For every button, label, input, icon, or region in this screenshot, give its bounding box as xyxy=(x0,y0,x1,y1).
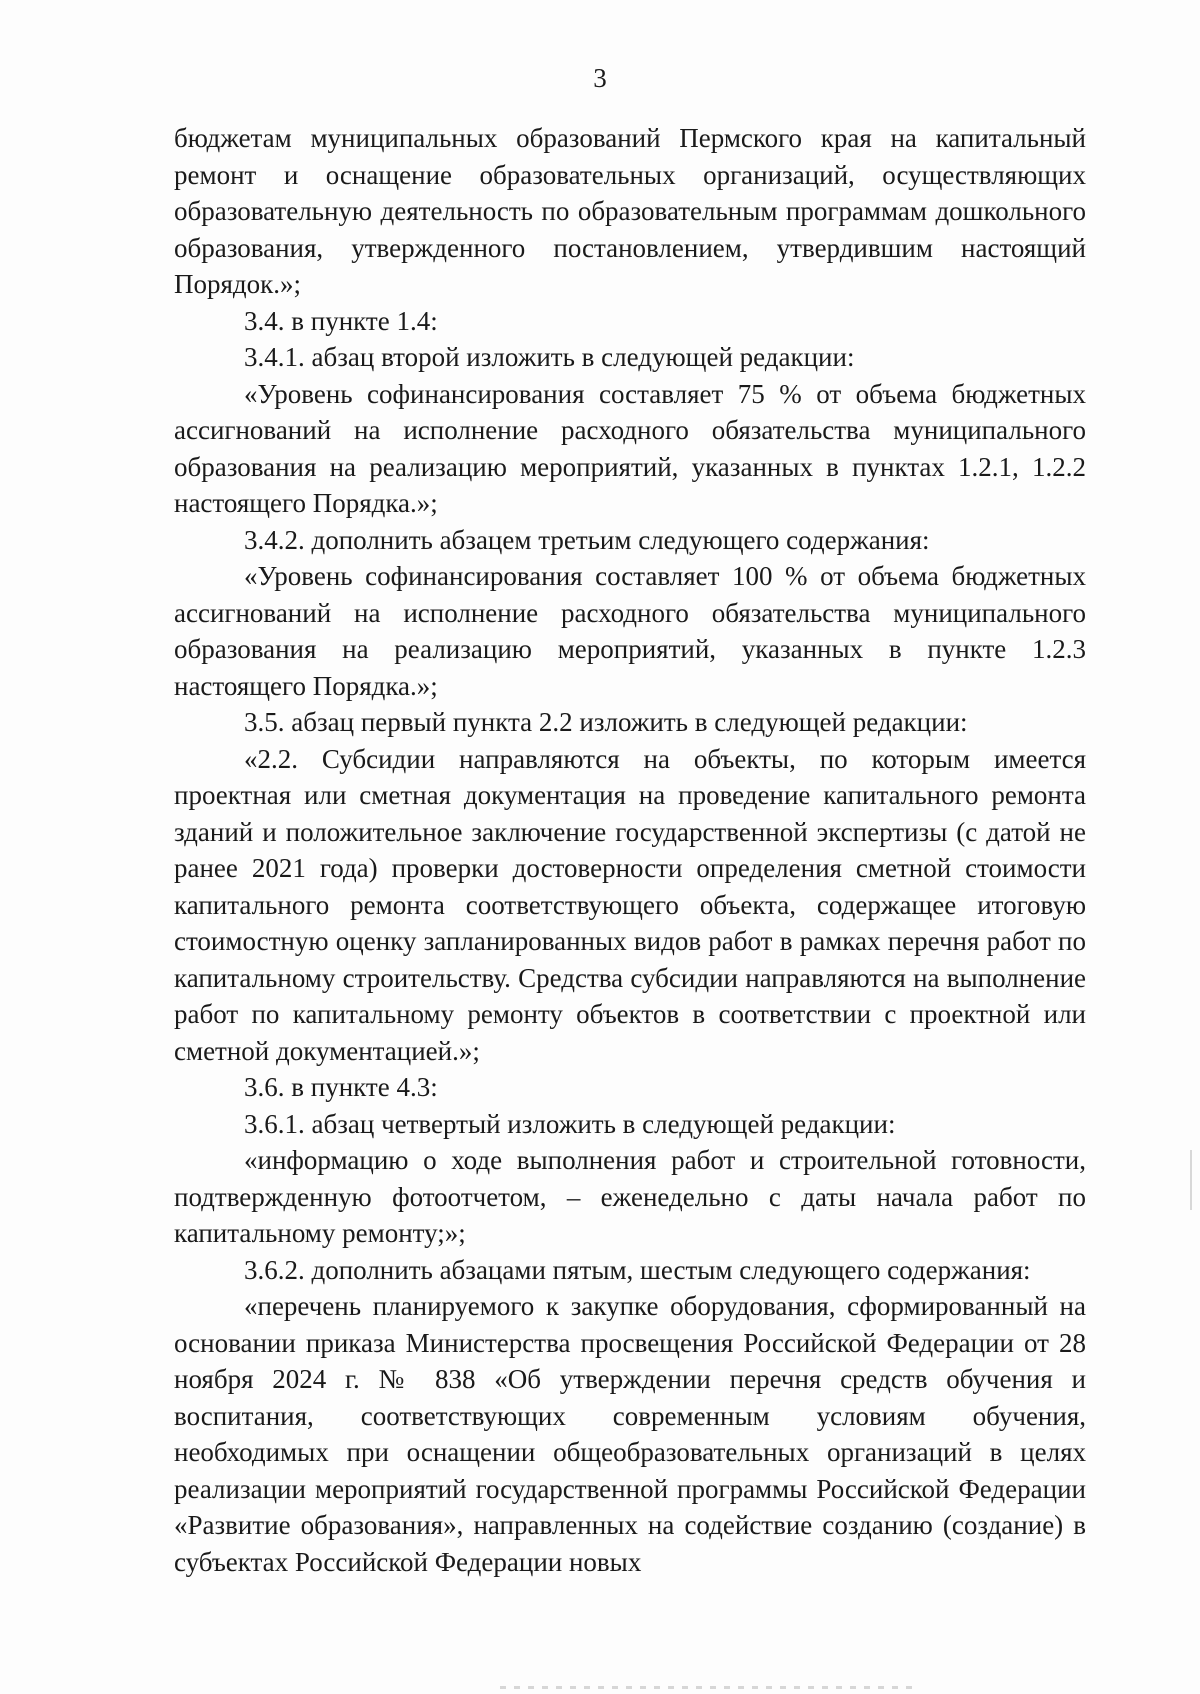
paragraph: бюджетам муниципальных образований Пермского края на капитальный ремонт и оснащение образовательных организаций, осуществляющих образовательную деятельность по образовательным программам дошкольного образования, утвержденного постановлением, утвердившим настоящий Порядок.»; xyxy=(174,123,1086,299)
paragraph: 3.6.1. абзац четвертый изложить в следующей редакции: xyxy=(244,1108,896,1139)
scan-artifact xyxy=(1190,1150,1192,1210)
paragraph: «перечень планируемого к закупке оборудования, сформированный на основании приказа Министерства просвещения Российской Федерации от 28 ноября 2024 г. № 838 «Об утверждении перечня средств обучения и воспитания, соответствующих современным условиям обучения, необходимых при оснащении общеобразовательных организаций в целях реализации мероприятий государственной программы Российской Федерации «Развитие образования», направленных на содействие созданию (создание) в субъектах Российской Федерации новых xyxy=(174,1291,1086,1577)
paragraph: 3.6. в пункте 4.3: xyxy=(244,1072,438,1102)
paragraph: «информацию о ходе выполнения работ и строительной готовности, подтвержденную фотоотчетом, – еженедельно с даты начала работ по капитальному ремонту;»; xyxy=(174,1145,1086,1248)
paragraph: 3.4.2. дополнить абзацем третьим следующего содержания: xyxy=(244,524,930,555)
document-body xyxy=(174,120,1086,1580)
scan-artifact xyxy=(500,1686,920,1689)
paragraph: «2.2. Субсидии направляются на объекты, по которым имеется проектная или сметная документация на проведение капитального ремонта зданий и положительное заключение государственной экспертизы (с датой не ранее 2021 года) проверки достоверности определения сметной стоимости капитального ремонта соответствующего объекта, содержащее итоговую стоимостную оценку запланированных видов работ в рамках перечня работ по капитальному строительству. Средства субсидии направляются на выполнение работ по капитальному ремонту объектов в соответствии с проектной или сметной документацией.»; xyxy=(174,743,1086,1066)
paragraph: 3.4. в пункте 1.4: xyxy=(244,305,438,336)
paragraph: 3.6.2. дополнить абзацами пятым, шестым следующего содержания: xyxy=(244,1254,1031,1285)
paragraph: «Уровень софинансирования составляет 100 % от объема бюджетных ассигнований на исполнение расходного обязательства муниципального образования на реализацию мероприятий, указанных в пункте 1.2.3 настоящего Порядка.»; xyxy=(174,561,1086,701)
paragraph: 3.5. абзац первый пункта 2.2 изложить в следующей редакции: xyxy=(244,707,968,737)
paragraph: 3.4.1. абзац второй изложить в следующей редакции: xyxy=(244,342,855,372)
paragraph: «Уровень софинансирования составляет 75 % от объема бюджетных ассигнований на исполнение расходного обязательства муниципального образования на реализацию мероприятий, указанных в пунктах 1.2.1, 1.2.2 настоящего Порядка.»; xyxy=(174,378,1086,518)
page-number: 3 xyxy=(593,63,607,93)
